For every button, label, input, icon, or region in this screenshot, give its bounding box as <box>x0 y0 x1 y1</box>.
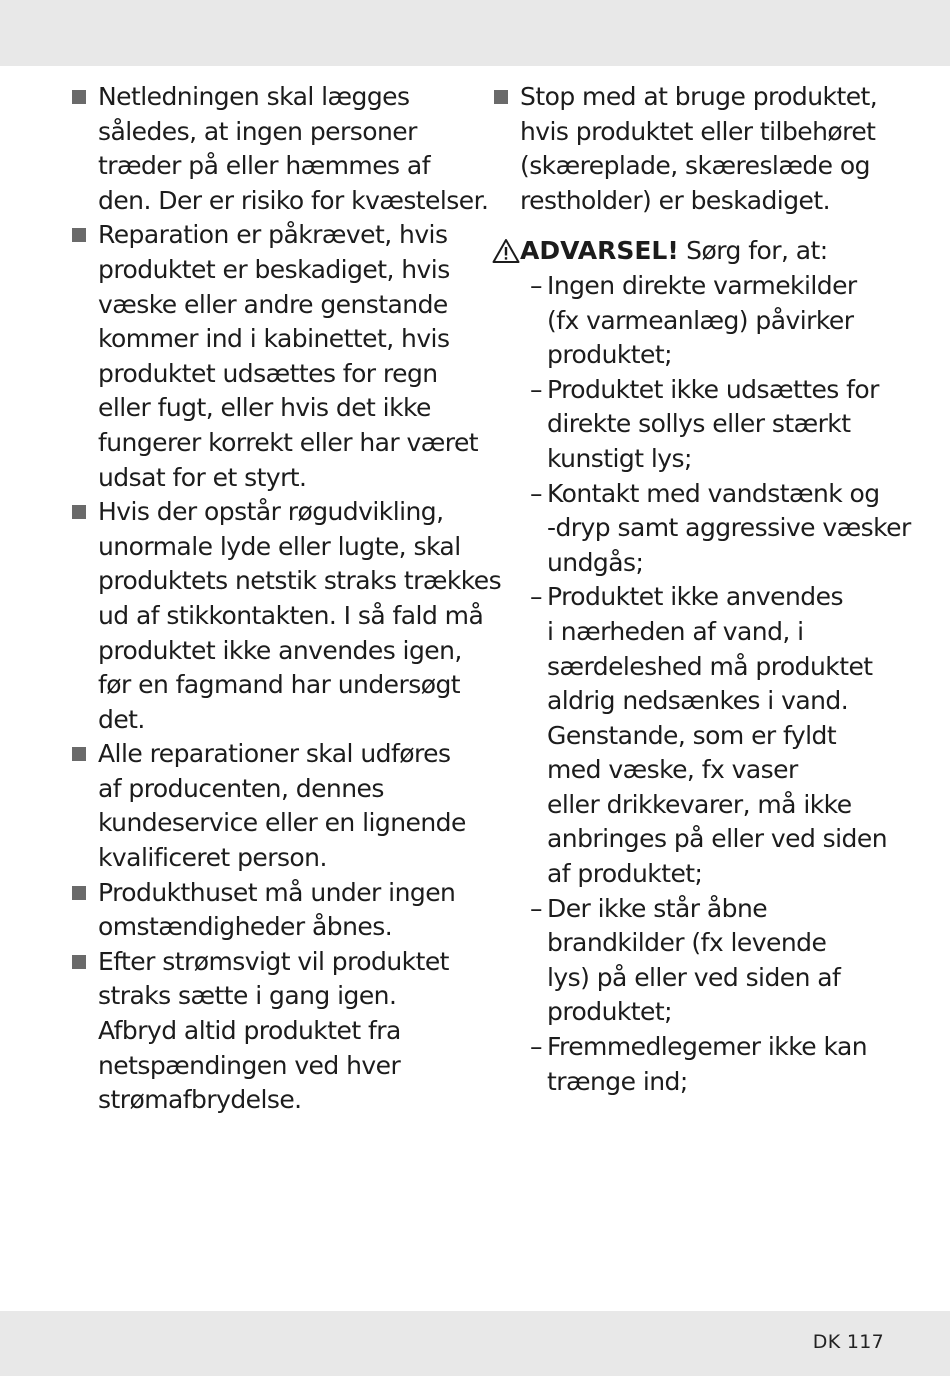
bullet-text-line: træder på eller hæmmes af <box>98 151 430 181</box>
dash-item-text-line: eller drikkevarer, må ikke <box>547 789 852 819</box>
bullet-text-line: restholder) er beskadiget. <box>520 185 831 215</box>
bullet-text-line: Hvis der opstår røgudvikling, <box>98 497 444 527</box>
dash-marker: – <box>530 1032 542 1062</box>
dash-list-item <box>492 373 892 477</box>
dash-item-text-line: (fx varmeanlæg) påvirker <box>547 305 854 335</box>
square-bullet-icon <box>72 886 86 900</box>
dash-item-text-line: Fremmedlegemer ikke kan <box>547 1032 868 1062</box>
dash-item-text-line: af produktet; <box>547 859 703 889</box>
dash-item-text-line: anbringes på eller ved siden <box>547 824 887 854</box>
dash-list-item <box>492 477 911 581</box>
left-column <box>70 80 502 1118</box>
bullet-text-line: væske eller andre genstande <box>98 289 448 319</box>
dash-item-text-line: Genstande, som er fyldt <box>547 720 837 750</box>
dash-list-item <box>492 1030 892 1099</box>
bullet-text-line: (skæreplade, skæreslæde og <box>520 151 870 181</box>
dash-item-text-line: Der ikke står åbne <box>547 893 768 923</box>
bullet-item <box>70 80 489 218</box>
bullet-text-line: Reparation er påkrævet, hvis <box>98 220 448 250</box>
bullet-item <box>70 495 502 737</box>
dash-item-text-line: med væske, fx vaser <box>547 755 798 785</box>
bullet-text-line: hvis produktet eller tilbehøret <box>520 116 876 146</box>
page-number: DK 117 <box>812 1331 884 1353</box>
bullet-text-line: straks sætte i gang igen. <box>98 981 397 1011</box>
dash-item-text-line: i nærheden af vand, i <box>547 616 804 646</box>
square-bullet-icon <box>72 505 86 519</box>
dash-item-text-line: lys) på eller ved siden af <box>547 962 841 992</box>
bullet-text-line: det. <box>98 704 145 734</box>
dash-marker: – <box>530 270 542 300</box>
bullet-text-line: Alle reparationer skal udføres <box>98 739 451 769</box>
dash-item-text-line: særdeleshed må produktet <box>547 651 873 681</box>
bullet-text-line: således, at ingen personer <box>98 116 417 146</box>
dash-marker: – <box>530 478 542 508</box>
square-bullet-icon <box>72 90 86 104</box>
bullet-text-line: omstændigheder åbnes. <box>98 912 393 942</box>
dash-marker: – <box>530 893 542 923</box>
bullet-text-line: Netledningen skal lægges <box>98 82 410 111</box>
bullet-text-line: produktets netstik straks trækkes <box>98 566 502 596</box>
bullet-item <box>70 218 479 495</box>
bullet-text-line: af producenten, dennes <box>98 773 384 803</box>
dash-item-text-line: aldrig nedsænkes i vand. <box>547 686 849 716</box>
bullet-text-line: udsat for et styrt. <box>98 462 307 492</box>
bullet-text-line: eller fugt, eller hvis det ikke <box>98 393 431 423</box>
dash-item-text-line: undgås; <box>547 547 644 577</box>
dash-item-text-line: direkte sollys eller stærkt <box>547 409 851 439</box>
warning-text: Sørg for, at: <box>678 236 828 266</box>
dash-list-item <box>492 580 892 891</box>
right-bullet-list <box>492 80 892 218</box>
bullet-text-line: netspændingen ved hver <box>98 1050 401 1080</box>
bullet-text-line: kundeservice eller en lignende <box>98 808 466 838</box>
bullet-item <box>492 80 892 218</box>
dash-marker: – <box>530 582 542 612</box>
dash-item-text-line: Produktet ikke udsættes for <box>547 374 879 404</box>
dash-marker: – <box>530 374 542 404</box>
dash-list <box>492 269 911 1099</box>
bullet-text-line: ud af stikkontakten. I så fald må <box>98 600 484 630</box>
bullet-text-line: unormale lyde eller lugte, skal <box>98 531 461 561</box>
bullet-text-line: kommer ind i kabinettet, hvis <box>98 324 450 354</box>
dash-item-text-line: produktet; <box>547 997 672 1027</box>
bullet-text-line: produktet ikke anvendes igen, <box>98 635 462 665</box>
square-bullet-icon <box>72 228 86 242</box>
dash-item-text-line: -dryp samt aggressive væsker <box>547 513 911 543</box>
bullet-text-line: produktet er beskadiget, hvis <box>98 254 450 284</box>
dash-item-text-line: Kontakt med vandstænk og <box>547 478 880 508</box>
square-bullet-icon <box>72 747 86 761</box>
dash-item-text-line: kunstigt lys; <box>547 443 692 473</box>
dash-item-text-line: Produktet ikke anvendes <box>547 582 843 612</box>
bullet-text-line: strømafbrydelse. <box>98 1085 302 1115</box>
bullet-text-line: Efter strømsvigt vil produktet <box>98 946 449 976</box>
top-header-band <box>0 0 950 66</box>
right-column <box>492 80 911 1099</box>
bullet-text-line: Stop med at bruge produktet, <box>520 82 878 111</box>
dash-item-text-line: brandkilder (fx levende <box>547 928 827 958</box>
dash-list-item <box>492 269 892 373</box>
square-bullet-icon <box>494 90 508 104</box>
warning-heading <box>492 234 892 269</box>
bottom-footer-band <box>0 1311 950 1376</box>
bullet-text-line: Produkthuset må under ingen <box>98 877 456 907</box>
bullet-item <box>70 737 470 875</box>
dash-item-text-line: produktet; <box>547 340 672 370</box>
warning-title: ADVARSEL! <box>520 236 679 266</box>
warning-triangle-icon <box>492 238 520 264</box>
bullet-text-line: før en fagmand har undersøgt <box>98 670 461 700</box>
bullet-item <box>70 876 470 945</box>
dash-list-item <box>492 892 892 1030</box>
bullet-text-line: kvalificeret person. <box>98 843 327 873</box>
dash-item-text-line: trænge ind; <box>547 1066 688 1096</box>
bullet-text-line: produktet udsættes for regn <box>98 358 438 388</box>
bullet-text-line: fungerer korrekt eller har været <box>98 427 479 457</box>
bullet-text-line: den. Der er risiko for kvæstelser. <box>98 185 489 215</box>
dash-item-text-line: Ingen direkte varmekilder <box>547 270 857 300</box>
square-bullet-icon <box>72 955 86 969</box>
bullet-text-line: Afbryd altid produktet fra <box>98 1016 401 1046</box>
bullet-item <box>70 945 470 1118</box>
